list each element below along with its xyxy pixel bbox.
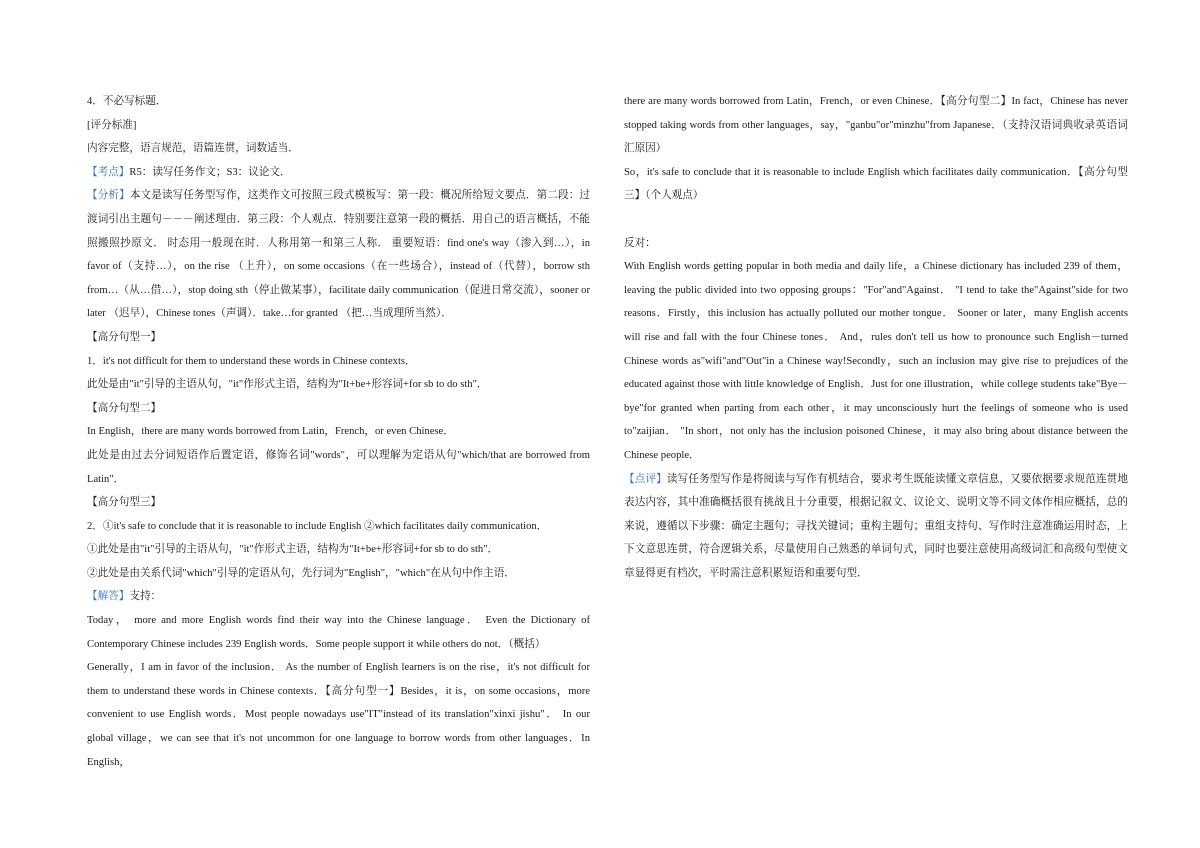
grading-criteria-text: 内容完整，语言规范，语篇连贯，词数适当． bbox=[87, 143, 299, 155]
pattern-3-sentence: 2．①it's safe to conclude that it is reasonable to include English ②which facilitates daily communication． bbox=[87, 520, 548, 532]
fenxi-paragraph bbox=[87, 184, 590, 326]
essay-support-paragraph-3: So，it's safe to conclude that it is reasonable to include English which facilitates daily communication．【高分句型三】（个人观点） bbox=[624, 166, 1128, 202]
jieda-tag: 【解答】 bbox=[87, 591, 130, 603]
dianping-paragraph bbox=[624, 468, 1128, 586]
essay-support-paragraph-2: Generally，I am in favor of the inclusion． As the number of English learners is on the rise，it's not difficult for them to understand these words in Chinese contexts．【高分句型一】Besides，it is，on some occasions，more convenient to use English words．Most people nowadays use"IT"instead of its translation"xinxi jishu"． In our global village，we can see that it's not uncommon for one language to borrow words from other languages．In English， bbox=[87, 662, 590, 768]
kaodian-tag: 【考点】 bbox=[87, 166, 130, 178]
pattern-2-explanation: 此处是由过去分词短语作后置定语，修饰名词"words"，可以理解为定语从句"which/that are borrowed from Latin"． bbox=[87, 449, 590, 485]
pattern-3-explanation-1: ①此处是由"it"引导的主语从句，"it"作形式主语，结构为"It+be+形容词+for sb to do sth"． bbox=[87, 544, 499, 556]
pattern-1-explanation: 此处是由"it"引导的主语从句，"it"作形式主语，结构为"It+be+形容词+for sb to do sth"． bbox=[87, 379, 488, 391]
pattern-1-sentence: 1．it's not difficult for them to understand these words in Chinese contexts． bbox=[87, 355, 416, 367]
left-column bbox=[87, 90, 590, 774]
jieda-paragraph bbox=[87, 585, 590, 609]
jieda-text: 支持： bbox=[129, 591, 162, 603]
pattern-1-heading: 【高分句型一】 bbox=[87, 331, 162, 343]
essay-oppose-paragraph: With English words getting popular in both media and daily life，a Chinese dictionary has included 239 of them，leaving the public divided into two opposing groups："For"and"Against． "I tend to take the"Against"side for two reasons．Firstly，this inclusion has actually polluted our mother tongue． Sooner or later，many English accents will rise and fall with the four Chinese tones． And，rules don't tell us how to pronounce such English－turned Chinese words as"wifi"and"Out"in a Chinese way!Secondly，such an inclusion may give rise to prejudices of the educated against those with little knowledge of English．Just for one illustration，while college students take"Bye－bye"for granted when parting from each other，it may unconsciously hurt the feelings of someone who is used to"zaijian． "In short，not only has the inclusion poisoned Chinese，it may also bring about distance between the Chinese people． bbox=[624, 261, 1128, 461]
fenxi-text: 本文是读写任务型写作，这类作文可按照三段式模板写：第一段：概况所给短文要点．第二段：过渡词引出主题句－－－阐述理由．第三段：个人观点．特别要注意第一段的概括．用自己的语言概括，不能照搬照抄原文． 时态用一般现在时．人称用第一和第三人称． 重要短语：find one's way（渗入到…），in favor of（支持…），on the rise （上升），on some occasions（在一些场合），instead of（代替），borrow sth from…（从…借…），stop doing sth（停止做某事），facilitate daily communication（促进日常交流），sooner or later （迟早），Chinese tones（声调）．take…for granted （把…当成理所当然）． bbox=[87, 190, 591, 320]
essay-support-paragraph-2-cont: there are many words borrowed from Latin，French，or even Chinese．【高分句型二】In fact，Chinese has never stopped taking words from other languages，say，"ganbu"or"minzhu"from Japanese．（支持汉语词典收录英语词汇原因） bbox=[624, 96, 1128, 155]
kaodian-paragraph bbox=[87, 161, 590, 185]
blank-line bbox=[624, 208, 1128, 232]
pattern-3-heading: 【高分句型三】 bbox=[87, 497, 162, 509]
pattern-2-heading: 【高分句型二】 bbox=[87, 402, 162, 414]
dianping-tag: 【点评】 bbox=[624, 473, 667, 485]
dianping-text: 读写任务型写作是将阅读与写作有机结合，要求考生既能读懂文章信息，又要依据要求规范连贯地表达内容，其中准确概括很有挑战且十分重要，根据记叙文、议论文、说明文等不同文体作相应概括，总的来说，遵循以下步骤：确定主题句；寻找关键词；重构主题句；重组支持句、写作时注意准确运用时态，上下文意思连贯，符合逻辑关系，尽量使用自己熟悉的单词句式，同时也要注意使用高级词汇和高级句型使文章显得更有档次，平时需注意积累短语和重要句型． bbox=[624, 473, 1128, 579]
grading-criteria-heading: [评分标准] bbox=[87, 119, 137, 131]
oppose-heading: 反对： bbox=[624, 237, 656, 249]
fenxi-tag: 【分析】 bbox=[87, 190, 130, 202]
right-column bbox=[624, 90, 1128, 585]
requirement-4: 4．不必写标题． bbox=[87, 96, 167, 107]
essay-support-paragraph-1: Today， more and more English words find their way into the Chinese language． Even the Dictionary of Contemporary Chinese includes 239 English words．Some people support it while others do not．（概括） bbox=[87, 615, 590, 650]
pattern-3-explanation-2: ②此处是由关系代词"which"引导的定语从句，先行词为"English"，"which"在从句中作主语． bbox=[87, 567, 515, 579]
pattern-2-sentence: In English，there are many words borrowed from Latin，French，or even Chinese． bbox=[87, 426, 454, 438]
kaodian-text: R5：读写任务作文；S3：议论文． bbox=[129, 166, 291, 178]
